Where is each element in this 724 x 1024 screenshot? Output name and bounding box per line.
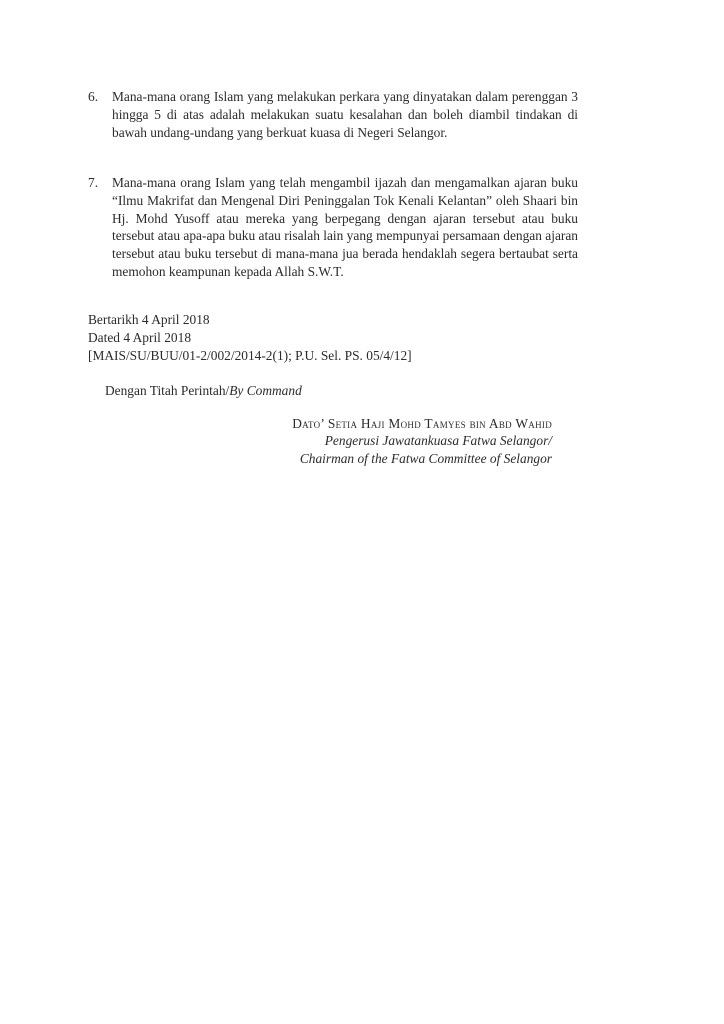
dated-english: Dated 4 April 2018 (88, 329, 192, 345)
command-malay: Dengan Titah Perintah/ (105, 383, 230, 398)
dated-block (88, 311, 412, 364)
paragraph-number: 7. (88, 175, 99, 190)
paragraph-text: Mana-mana orang Islam yang melakukan perkara yang dinyatakan dalam perenggan 3 hingga 5 di atas adalah melakukan suatu kesalahan dan boleh diambil tindakan di bawah undang-undang yang berkuat kuasa di Negeri Selangor. (112, 89, 578, 140)
signature-block (240, 415, 552, 467)
signatory-title-english: Chairman of the Fatwa Committee of Selangor (299, 450, 552, 466)
signatory-title-malay: Pengerusi Jawatankuasa Fatwa Selangor/ (324, 433, 552, 449)
command-english: By Command (229, 383, 302, 398)
command-line (105, 382, 302, 400)
signatory-name: Dato’ Setia Haji Mohd Tamyes bin Abd Wahid (292, 416, 552, 431)
paragraph-6 (88, 88, 578, 141)
paragraph-number: 6. (88, 89, 99, 104)
paragraph-7 (88, 174, 578, 281)
dated-malay: Bertarikh 4 April 2018 (88, 312, 210, 327)
reference-number: [MAIS/SU/BUU/01-2/002/2014-2(1); P.U. Sel. PS. 05/4/12] (88, 347, 412, 363)
paragraph-text: Mana-mana orang Islam yang telah mengambil ijazah dan mengamalkan ajaran buku “Ilmu Makrifat dan Mengenal Diri Peninggalan Tok Kenali Kelantan” oleh Shaari bin Hj. Mohd Yusoff atau mereka yang berpegang dengan ajaran tersebut atau buku tersebut atau apa-apa buku atau risalah lain yang mempunyai persamaan dengan ajaran tersebut atau buku tersebut di mana-mana jua berada hendaklah segera bertaubat serta memohon keampunan kepada Allah S.W.T. (112, 175, 578, 279)
